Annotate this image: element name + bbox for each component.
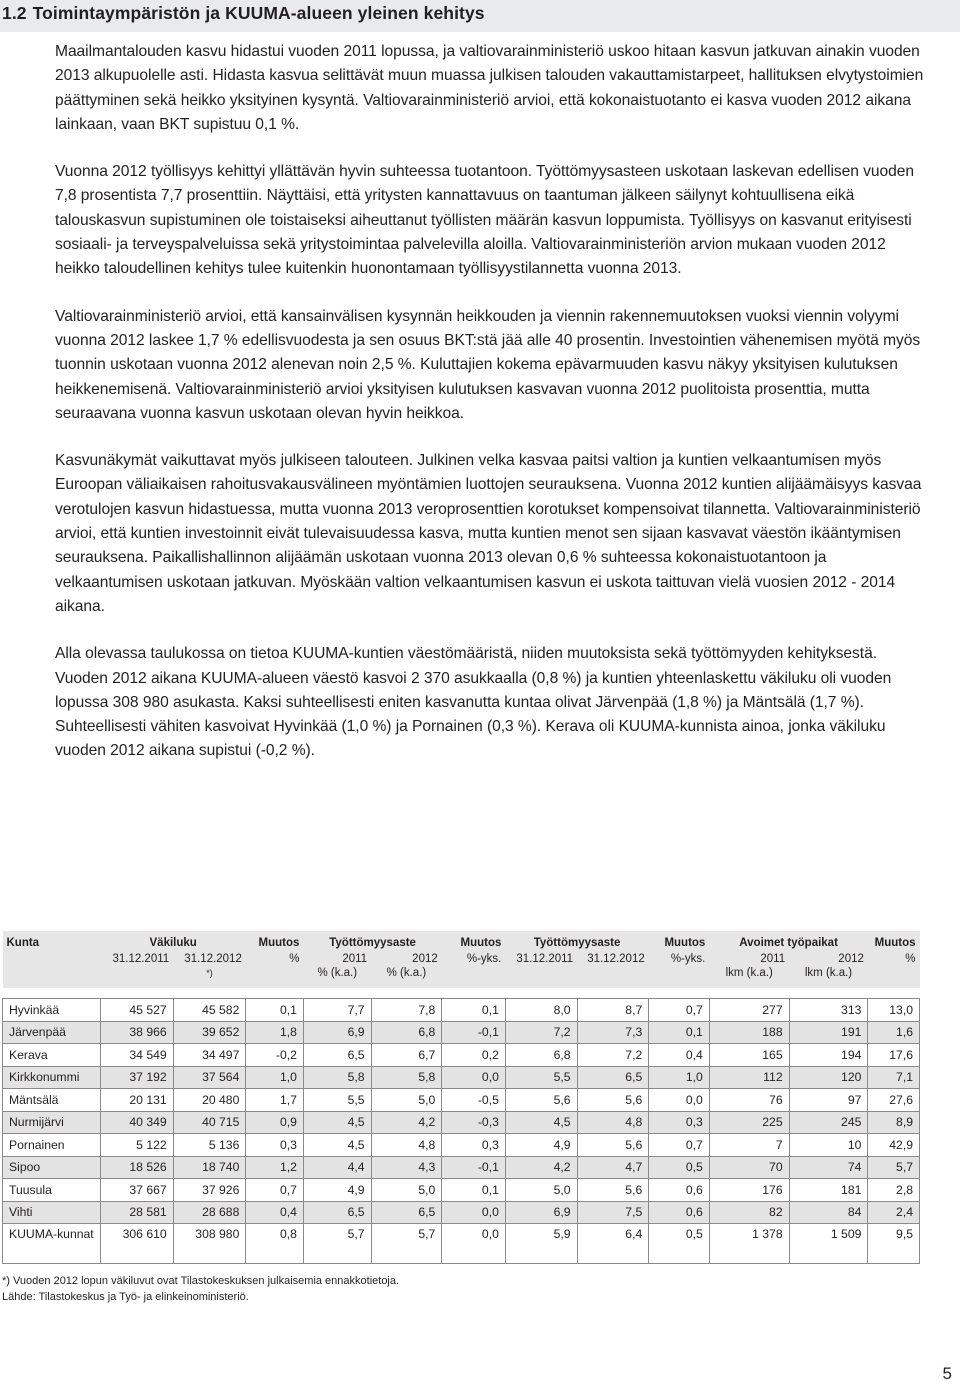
table-cell: 5,7 [303, 1224, 371, 1264]
municipality-name: Kirkkonummi [3, 1066, 101, 1089]
table-cell: 6,5 [303, 1201, 371, 1224]
table-row [3, 1021, 920, 1044]
col-date-2011-b: 31.12.2011 [505, 952, 577, 966]
paragraph-4: Kasvunäkymät vaikuttavat myös julkiseen talouteen. Julkinen velka kasvaa paitsi valtion ja kuntien velkaantumisen myös Euroopan väliaikaisen rahoitusvakausvälineen myöntämien luottojen seurauksena. Vuonna 2012 kuntien alijäämäisyys kasvaa verotulojen kasvun hidastuessa, mutta vuonna 2013 veroprosenttien korotukset kompensoivat tilannetta. Valtiovarainministeriö arvioi, että kuntien investoinnit eivät tulevaisuudessa kasva, mutta kuntien menot sen sijaan kasvavat väestön ikääntymisen seurauksena. Paikallishallinnon alijäämän uskotaan vuonna 2013 olevan 0,6 % suhteessa kokonaistuotantoon ja velkaantumisen uskotaan jatkuvan. Myöskään valtion velkaantumisen kasvun ei uskota taittuvan vielä vuosien 2012 - 2014 aikana. [55, 452, 922, 615]
table-cell: 37 564 [173, 1066, 246, 1089]
table-cell: 225 [709, 1111, 789, 1134]
table-cell: 0,7 [649, 1134, 710, 1157]
table-cell: 6,9 [303, 1021, 371, 1044]
table-cell: 97 [789, 1089, 868, 1112]
footnote: *) Vuoden 2012 lopun väkiluvut ovat Tilastokeskuksen julkaisemia ennakkotietoja. [2, 1275, 400, 1287]
col-year-2011: 2011 [303, 952, 371, 966]
kuuma-statistics-table [2, 931, 920, 1264]
table-cell: 5,6 [577, 1134, 649, 1157]
table-cell: 5,7 [371, 1224, 442, 1264]
table-cell: 74 [789, 1156, 868, 1179]
table-cell: 8,0 [505, 999, 577, 1022]
col-pct-1: % [246, 952, 304, 966]
table-row [3, 1044, 920, 1067]
paragraph-1: Maailmantalouden kasvu hidastui vuoden 2011 lopussa, ja valtiovarainministeriö uskoo hitaan kasvun jatkuvan ainakin vuoden 2013 alkupuolelle asti. Hidasta kasvua selittävät muun muassa julkisen talouden vakauttamistarpeet, hallituksen elvytystoimien päättyminen sekä heikko yksityinen kysyntä. Valtiovarainministeriö arvioi, että kokonaistuotanto ei kasva vuoden 2012 aikana lainkaan, vaan BKT supistuu 0,1 %. [55, 43, 924, 133]
header-row-3 [3, 966, 920, 988]
table-cell: 308 980 [173, 1224, 246, 1264]
table-cell: 45 527 [100, 999, 173, 1022]
table-cell: 7,7 [303, 999, 371, 1022]
table-cell: 4,9 [303, 1179, 371, 1202]
table-cell: 5,0 [371, 1089, 442, 1112]
table-cell: 4,5 [505, 1111, 577, 1134]
municipality-name: Pornainen [3, 1134, 101, 1157]
table-cell: 4,7 [577, 1156, 649, 1179]
table-cell: 0,1 [442, 999, 506, 1022]
table-row [3, 1134, 920, 1157]
col-pct-4: % [868, 952, 920, 966]
table-cell: 9,5 [868, 1224, 920, 1264]
table-cell: 277 [709, 999, 789, 1022]
col-date-2012-b: 31.12.2012 [577, 952, 649, 966]
col-date-2012: 31.12.2012 [173, 952, 246, 966]
table-cell: 18 740 [173, 1156, 246, 1179]
table-cell: 7,2 [577, 1044, 649, 1067]
table-cell: 0,5 [649, 1224, 710, 1264]
table-cell: 7,1 [868, 1066, 920, 1089]
table-cell: 2,4 [868, 1201, 920, 1224]
col-pct-yks-2: %-yks. [649, 952, 710, 966]
table-cell: 40 715 [173, 1111, 246, 1134]
table-cell: 4,4 [303, 1156, 371, 1179]
table-cell: 120 [789, 1066, 868, 1089]
table-cell: 38 966 [100, 1021, 173, 1044]
table-cell: 5,7 [868, 1156, 920, 1179]
table-cell: 7,3 [577, 1021, 649, 1044]
table-cell: 188 [709, 1021, 789, 1044]
table-cell: 5,0 [371, 1179, 442, 1202]
source-note: Lähde: Tilastokeskus ja Työ- ja elinkeinoministeriö. [2, 1291, 249, 1303]
table-cell: 6,7 [371, 1044, 442, 1067]
municipality-name: Vihti [3, 1201, 101, 1224]
table-cell: 5,5 [303, 1089, 371, 1112]
table-cell: 27,6 [868, 1089, 920, 1112]
table-cell: 5,9 [505, 1224, 577, 1264]
table-row [3, 1224, 920, 1264]
col-pct-yks-1: %-yks. [442, 952, 506, 966]
table-cell: 39 652 [173, 1021, 246, 1044]
table-cell: 7,2 [505, 1021, 577, 1044]
table-cell: 0,3 [442, 1134, 506, 1157]
table-cell: 5,6 [505, 1089, 577, 1112]
table-cell: 37 926 [173, 1179, 246, 1202]
table-cell: 0,4 [649, 1044, 710, 1067]
table-cell: 5,8 [303, 1066, 371, 1089]
table-cell: 0,9 [246, 1111, 304, 1134]
table-cell: 4,2 [371, 1111, 442, 1134]
table-cell: 70 [709, 1156, 789, 1179]
table-cell: 18 526 [100, 1156, 173, 1179]
table-cell: 4,5 [303, 1134, 371, 1157]
table-row [3, 1156, 920, 1179]
table-cell: 2,8 [868, 1179, 920, 1202]
table-cell: 6,9 [505, 1201, 577, 1224]
table-cell: 313 [789, 999, 868, 1022]
table-header [3, 931, 920, 999]
municipality-name: Kerava [3, 1044, 101, 1067]
table-row [3, 1201, 920, 1224]
table-cell: 1 378 [709, 1224, 789, 1264]
table-cell: 1,0 [649, 1066, 710, 1089]
paragraph-2: Vuonna 2012 työllisyys kehittyi yllättävän hyvin suhteessa tuotantoon. Työttömyysasteen uskotaan laskevan edellisen vuoden 7,8 prosentista 7,7 prosenttiin. Näyttäisi, että yritysten kannattavuus on taantuman jälkeen säilynyt kohtuullisena eikä talouskasvun supistuminen ole toistaiseksi aiheuttanut työllisten määrän kasvun loppumista. Työllisyys on kasvanut erityisesti sosiaali- ja terveyspalveluissa sekä yritystoimintaa palvelevilla aloilla. Valtiovarainministeriön arvion mukaan vuoden 2012 heikko taloudellinen kehitys tulee kuitenkin huonontamaan työllisyystilannetta vuonna 2013. [55, 163, 915, 278]
table-cell: -0,3 [442, 1111, 506, 1134]
table-cell: 84 [789, 1201, 868, 1224]
table-cell: 1,2 [246, 1156, 304, 1179]
table-cell: 0,5 [649, 1156, 710, 1179]
col-lkm-2011: lkm (k.a.) [709, 966, 789, 988]
table-cell: 181 [789, 1179, 868, 1202]
paragraph-3: Valtiovarainministeriö arvioi, että kansainvälisen kysynnän heikkouden ja viennin rakennemuutoksen vuoksi viennin volyymi vuonna 2012 laskee 1,7 % edellisvuodesta ja sen osuus BKT:stä jää alle 40 prosentin. Investointien vähenemisen myötä myös tuonnin uskotaan vuonna 2012 alenevan noin 2,5 %. Kuluttajien kokema epävarmuuden kasvu näkyy yksityisen kulutuksen heikkenemisenä. Valtiovarainministeriö arvioi yksityisen kulutuksen kasvavan vuonna 2012 puolitoista prosenttia, mutta seuraavana vuonna kasvun uskotaan olevan hyvin heikkoa. [55, 307, 921, 422]
col-year-2011-b: 2011 [709, 952, 789, 966]
table-cell: 194 [789, 1044, 868, 1067]
municipality-name: Sipoo [3, 1156, 101, 1179]
municipality-name: Nurmijärvi [3, 1111, 101, 1134]
table-row [3, 1089, 920, 1112]
table-cell: 37 192 [100, 1066, 173, 1089]
table-cell: -0,1 [442, 1156, 506, 1179]
col-tyottomyysaste-1: Työttömyysaste [303, 931, 441, 952]
table-cell: 0,0 [649, 1089, 710, 1112]
municipality-name: KUUMA-kunnat [3, 1224, 101, 1264]
table-cell: 28 581 [100, 1201, 173, 1224]
page-number: 5 [942, 1364, 952, 1383]
table-cell: 6,5 [303, 1044, 371, 1067]
table-cell: 5,8 [371, 1066, 442, 1089]
col-muutos-3: Muutos [649, 931, 710, 952]
table-cell: 0,6 [649, 1201, 710, 1224]
table-cell: 245 [789, 1111, 868, 1134]
table-cell: 5 122 [100, 1134, 173, 1157]
municipality-name: Hyvinkää [3, 999, 101, 1022]
table-cell: 4,9 [505, 1134, 577, 1157]
col-note-marker: *) [173, 966, 246, 988]
table-cell: 165 [709, 1044, 789, 1067]
table-cell: 0,1 [649, 1021, 710, 1044]
table-cell: 5,5 [505, 1066, 577, 1089]
table-cell: 10 [789, 1134, 868, 1157]
municipality-name: Mäntsälä [3, 1089, 101, 1112]
table-cell: 6,5 [371, 1201, 442, 1224]
table-cell: 6,8 [505, 1044, 577, 1067]
header-row-2 [3, 952, 920, 966]
table-cell: 4,8 [371, 1134, 442, 1157]
table-cell: 7,8 [371, 999, 442, 1022]
table-cell: 4,3 [371, 1156, 442, 1179]
table-cell: 20 131 [100, 1089, 173, 1112]
table-cell: 82 [709, 1201, 789, 1224]
col-kunta: Kunta [3, 931, 101, 952]
paragraph-5: Alla olevassa taulukossa on tietoa KUUMA-kuntien väestömääristä, niiden muutoksista sekä työttömyyden kehityksestä. Vuoden 2012 aikana KUUMA-alueen väestö kasvoi 2 370 asukkaalla (0,8 %) ja kuntien yhteenlaskettu väkiluku oli vuoden lopussa 308 980 asukasta. Kaksi suhteellisesti eniten kasvanutta kuntaa olivat Järvenpää (1,8 %) ja Mäntsälä (1,7 %). Suhteellisesti vähiten kasvoivat Hyvinkää (1,0 %) ja Pornainen (0,3 %). Kerava oli KUUMA-kunnista ainoa, jonka väkiluku vuoden 2012 aikana supistui (-0,2 %). [55, 645, 892, 760]
col-year-2012: 2012 [371, 952, 442, 966]
table-cell: 8,7 [577, 999, 649, 1022]
table-cell: 0,4 [246, 1201, 304, 1224]
table-cell: 6,8 [371, 1021, 442, 1044]
table-cell: 20 480 [173, 1089, 246, 1112]
table-cell: 0,3 [246, 1134, 304, 1157]
section-title: Toimintaympäristön ja KUUMA-alueen yleinen kehitys [32, 3, 485, 23]
table-cell: 7 [709, 1134, 789, 1157]
col-vakiluku: Väkiluku [100, 931, 245, 952]
col-pct-ka-2011: % (k.a.) [303, 966, 371, 988]
table-cell: 6,5 [577, 1066, 649, 1089]
table-cell: 1,7 [246, 1089, 304, 1112]
col-avoimet-tyopaikat: Avoimet työpaikat [709, 931, 868, 952]
body-text [55, 40, 925, 787]
table-cell: 176 [709, 1179, 789, 1202]
table-cell: 0,7 [246, 1179, 304, 1202]
table-cell: 1 509 [789, 1224, 868, 1264]
col-muutos-4: Muutos [868, 931, 920, 952]
col-muutos-2: Muutos [442, 931, 506, 952]
table-cell: 0,3 [649, 1111, 710, 1134]
table-row [3, 999, 920, 1022]
table-cell: 306 610 [100, 1224, 173, 1264]
table-cell: 6,4 [577, 1224, 649, 1264]
table-cell: 0,0 [442, 1201, 506, 1224]
table-cell: 7,5 [577, 1201, 649, 1224]
table-cell: 0,1 [246, 999, 304, 1022]
table-cell: 191 [789, 1021, 868, 1044]
table-cell: 76 [709, 1089, 789, 1112]
col-pct-ka-2012: % (k.a.) [371, 966, 442, 988]
table-cell: 37 667 [100, 1179, 173, 1202]
table-cell: 40 349 [100, 1111, 173, 1134]
table-body [3, 999, 920, 1264]
table-cell: 5 136 [173, 1134, 246, 1157]
table-cell: 13,0 [868, 999, 920, 1022]
table-row [3, 1179, 920, 1202]
table-cell: 4,5 [303, 1111, 371, 1134]
table-cell: 0,6 [649, 1179, 710, 1202]
table-cell: 42,9 [868, 1134, 920, 1157]
table-cell: 1,6 [868, 1021, 920, 1044]
col-date-2011: 31.12.2011 [100, 952, 173, 966]
municipality-name: Järvenpää [3, 1021, 101, 1044]
table-cell: -0,5 [442, 1089, 506, 1112]
table-cell: 5,0 [505, 1179, 577, 1202]
table-cell: 17,6 [868, 1044, 920, 1067]
table-cell: 1,8 [246, 1021, 304, 1044]
table-cell: -0,1 [442, 1021, 506, 1044]
table-cell: -0,2 [246, 1044, 304, 1067]
table-row [3, 1066, 920, 1089]
municipality-name: Tuusula [3, 1179, 101, 1202]
table-cell: 0,8 [246, 1224, 304, 1264]
table-row [3, 1111, 920, 1134]
col-year-2012-b: 2012 [789, 952, 868, 966]
table-cell: 28 688 [173, 1201, 246, 1224]
table-cell: 112 [709, 1066, 789, 1089]
table-cell: 34 497 [173, 1044, 246, 1067]
header-row-1 [3, 931, 920, 952]
section-heading [0, 0, 960, 32]
table-cell: 0,2 [442, 1044, 506, 1067]
table-cell: 34 549 [100, 1044, 173, 1067]
col-tyottomyysaste-2: Työttömyysaste [505, 931, 648, 952]
col-muutos-1: Muutos [246, 931, 304, 952]
table-cell: 8,9 [868, 1111, 920, 1134]
table-cell: 0,7 [649, 999, 710, 1022]
table-cell: 0,0 [442, 1066, 506, 1089]
table-cell: 0,0 [442, 1224, 506, 1264]
col-lkm-2012: lkm (k.a.) [789, 966, 868, 988]
table-cell: 1,0 [246, 1066, 304, 1089]
section-number: 1.2 [2, 3, 27, 23]
table-cell: 5,6 [577, 1089, 649, 1112]
table-cell: 4,2 [505, 1156, 577, 1179]
table-cell: 5,6 [577, 1179, 649, 1202]
table-cell: 0,1 [442, 1179, 506, 1202]
table-cell: 45 582 [173, 999, 246, 1022]
table-cell: 4,8 [577, 1111, 649, 1134]
